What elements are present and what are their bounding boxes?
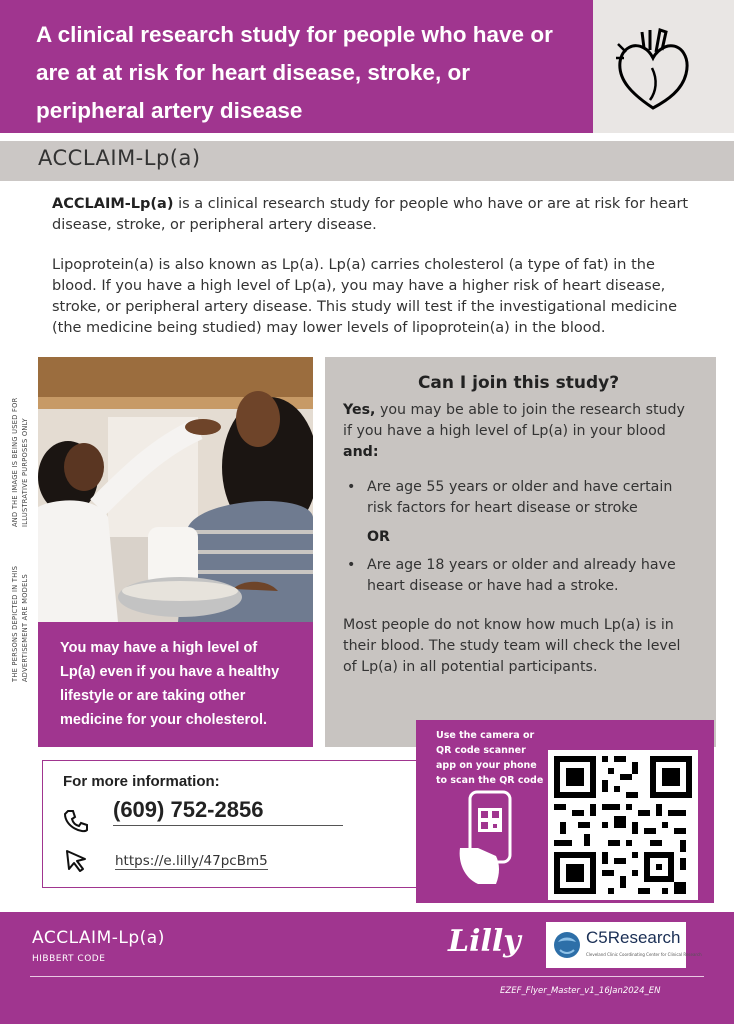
intro-study-name: ACCLAIM-Lp(a) bbox=[52, 196, 174, 212]
c5research-tagline: Cleveland Clinic Coordinating Center for Clinical Research bbox=[586, 952, 702, 957]
study-name: ACCLAIM-Lp(a) bbox=[38, 146, 201, 170]
disclaimer-line-2: ADVERTISEMENT ARE MODELS bbox=[21, 573, 29, 682]
intro-paragraph-2: Lipoprotein(a) is also known as Lp(a). Lp(a) carries cholesterol (a type of fat) in the blood. If you have a high level of Lp(a), you may have a higher risk of heart disease, stroke, or peripheral artery disease. This study will test if the investigational medicine (the medicine being studied) may lower levels of lipoprotein(a) in the blood. bbox=[52, 257, 678, 336]
header-banner bbox=[0, 0, 593, 133]
callout-text: You may have a high level of Lp(a) even if you have a healthy lifestyle or are taking other medicine for your cholesterol. bbox=[60, 640, 280, 728]
globe-icon bbox=[552, 930, 582, 960]
footer bbox=[0, 912, 734, 1024]
disclaimer-line-1: THE PERSONS DEPICTED IN THIS bbox=[11, 565, 19, 682]
contact-box bbox=[42, 760, 422, 888]
page-title: A clinical research study for people who have or are at at risk for heart disease, stroke, or peripheral artery disease bbox=[36, 22, 553, 123]
phone-scan-icon bbox=[456, 788, 518, 888]
eligibility-closing: Most people do not know how much Lp(a) is in their blood. The study team will check the level of Lp(a) in all potential participants. bbox=[343, 617, 681, 675]
phone-icon bbox=[63, 809, 89, 835]
model-disclaimer bbox=[8, 372, 36, 682]
mother-daughter-baking-photo bbox=[38, 357, 313, 622]
hibbert-code-label: HIBBERT CODE bbox=[32, 954, 106, 964]
c5research-wordmark: C5Research bbox=[586, 928, 681, 947]
healthy-lifestyle-callout bbox=[38, 622, 313, 747]
header bbox=[0, 0, 734, 133]
eligibility-or: OR bbox=[367, 529, 390, 545]
intro-paragraph-1 bbox=[52, 194, 692, 236]
eligibility-intro bbox=[343, 400, 694, 463]
document-version: EZEF_Flyer_Master_v1_16Jan2024_EN bbox=[500, 986, 661, 996]
footer-divider bbox=[30, 976, 704, 977]
study-name-band bbox=[0, 141, 734, 181]
eligibility-criteria-list-2 bbox=[343, 555, 694, 597]
heart-icon bbox=[612, 24, 694, 114]
eligibility-box bbox=[325, 357, 716, 747]
phone-number-link[interactable]: (609) 752-2856 bbox=[113, 797, 343, 826]
eligibility-criterion: • Are age 55 years or older and have certain risk factors for heart disease or stroke bbox=[343, 477, 694, 519]
study-url-link[interactable]: https://e.lilly/47pcBm5 bbox=[115, 853, 268, 869]
qr-panel bbox=[416, 720, 714, 903]
intro-text bbox=[52, 194, 692, 358]
contact-title: For more information: bbox=[63, 773, 220, 790]
disclaimer-line-4: ILLUSTRATIVE PURPOSES ONLY bbox=[21, 418, 29, 527]
intro-description: is a clinical research study for people who have or are at risk for heart disease, stroke, or peripheral artery disease. bbox=[52, 196, 689, 233]
eligibility-intro-text: you may be able to join the research study if you have a high level of Lp(a) in your blood bbox=[343, 402, 685, 439]
cursor-icon bbox=[65, 849, 89, 873]
eligibility-criteria-list bbox=[343, 477, 694, 519]
eligibility-criterion: • Are age 18 years or older and already have heart disease or have had a stroke. bbox=[343, 555, 694, 597]
qr-instructions: Use the camera or QR code scanner app on your phone to scan the QR code bbox=[436, 730, 544, 786]
disclaimer-line-3: AND THE IMAGE IS BEING USED FOR bbox=[11, 397, 19, 527]
lilly-logo: Lilly bbox=[448, 924, 521, 959]
footer-study-name: ACCLAIM-Lp(a) bbox=[32, 928, 165, 948]
eligibility-yes: Yes, bbox=[343, 402, 376, 418]
eligibility-title: Can I join this study? bbox=[417, 373, 620, 393]
qr-code[interactable] bbox=[548, 750, 698, 900]
c5research-logo bbox=[546, 922, 702, 968]
eligibility-and: and: bbox=[343, 444, 379, 460]
